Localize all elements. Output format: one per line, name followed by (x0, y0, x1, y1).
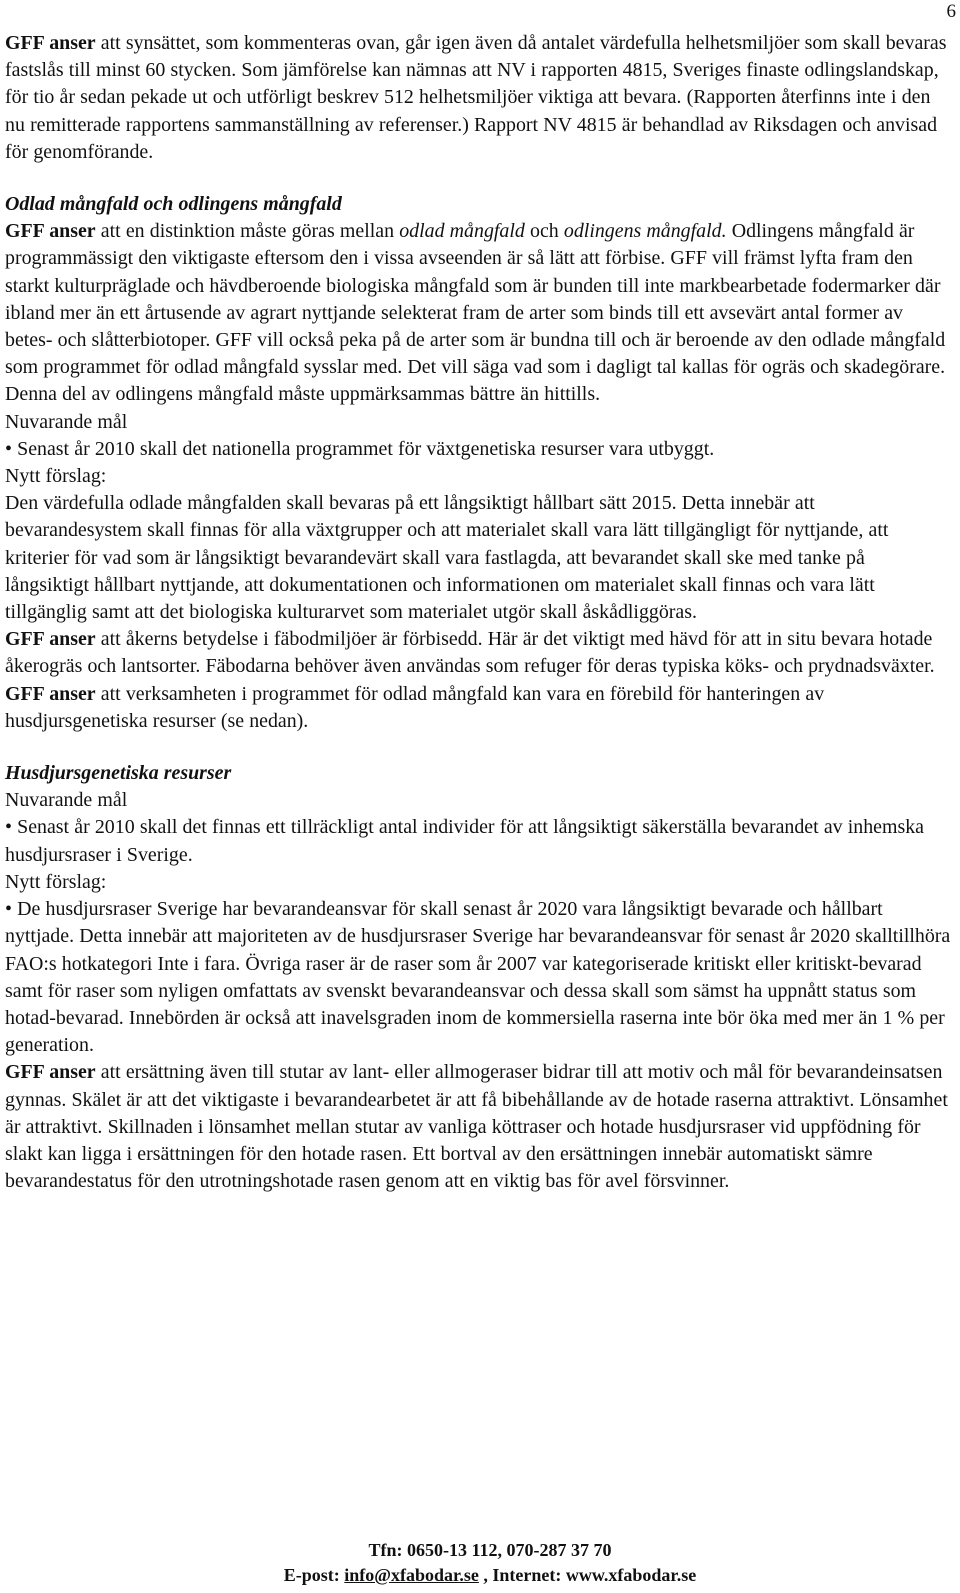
husdjur-paragraph-1-text: att ersättning även till stutar av lant- eller allmogeraser bidrar till att motiv och mål för bevarandeinsatsen gynnas. Skälet är att det viktigaste i bevarandearbetet är att få bibehållande av de hotade raserna attraktivt. Lönsamhet är attraktivt. Skillnaden i lönsamhet mellan stutar av vanliga köttraser och hotade husdjursraser vid uppfödning för slakt kan ligga i ersättningen för den hotade rasen. Ett bortval av den ersättningen innebär automatiskt sämre bevarandestatus för den utrotningshotade rasen genom att en viktig bas för avel försvinner. (5, 1061, 948, 1193)
odlad-paragraph-2-text: att åkerns betydelse i fäbodmiljöer är förbisedd. Här är det viktigt med hävd för att in situ bevara hotade åkerogräs och lantsorter. Fäbodarna behöver även användas som refuger för deras typiska köks- och prydnadsväxter. (5, 628, 935, 678)
footer-email-link[interactable]: info@xfabodar.se (344, 1565, 479, 1585)
odlad-paragraph-3-text: att verksamheten i programmet för odlad mångfald kan vara en förebild för hanteringen av husdjursgenetiska resurser (se nedan). (5, 682, 825, 732)
gff-anser-lead: GFF anser (5, 32, 96, 54)
gff-anser-lead: GFF anser (5, 628, 96, 651)
odlad-term-1: odlad mångfald (399, 220, 525, 243)
husdjur-current-goal-label: Nuvarande mål (5, 789, 128, 812)
footer-contact (0, 1563, 960, 1587)
current-goal-item: • Senast år 2010 skall det nationella programmet för växtgenetiska resurser vara utbyggt. (5, 437, 715, 460)
odlad-text-b: och (524, 220, 564, 243)
husdjur-current-goal-item: • Senast år 2010 skall det finnas ett tillräckligt antal individer för att långsiktigt säkerställa bevarandet av inhemska husdjursraser i Sverige. (5, 816, 924, 866)
odlad-paragraph-3 (5, 681, 953, 735)
page-number: 6 (946, 1, 956, 22)
document-body (5, 30, 953, 1195)
heading-odlad-mangfald: Odlad mångfald och odlingens mångfald (5, 193, 342, 216)
new-proposal-label: Nytt förslag: (5, 465, 107, 488)
gff-anser-lead: GFF anser (5, 682, 96, 705)
current-goal-label: Nuvarande mål (5, 410, 128, 433)
intro-paragraph (5, 30, 953, 166)
odlad-text-rest: Odlingens mångfald är programmässigt den viktigaste eftersom den i vissa avseenden är så lätt att förbise. GFF vill främst lyfta fram den starkt kulturpräglade och hävdberoende biologiska mångfald som är bunden till inte markbearbetade fodermarker där ibland mer än ett årtusende av agrart nyttjande selekterat fram de arter som binds till ett avsevärt antal former av betes- och slåtterbiotoper. GFF vill också peka på de arter som är bundna till och är beroende av den odlade mångfald som programmet för odlad mångfald sysslar med. Det vill säga vad som i dagligt tal kallas för ogräs och skadegörare. Denna del av odlingens mångfald måste uppmärksammas bättre än hittills. (5, 220, 946, 406)
odlad-text-a: att en distinktion måste göras mellan (95, 220, 400, 243)
heading-husdjur: Husdjursgenetiska resurser (5, 762, 232, 785)
odlad-term-2: odlingens mångfald. (563, 220, 727, 243)
gff-anser-lead: GFF anser (5, 1061, 96, 1084)
footer-phone: Tfn: 0650-13 112, 070-287 37 70 (368, 1540, 612, 1560)
gff-anser-lead: GFF anser (5, 220, 96, 243)
intro-text: att synsättet, som kommenteras ovan, går igen även då antalet värdefulla helhetsmiljöer som skall bevaras fastslås till minst 60 stycken. Som jämförelse kan nämnas att NV i rapporten 4815, Sveriges finaste odlingslandskap, för tio år sedan pekade ut och utförligt beskrev 512 helhetsmiljöer viktiga att bevara. (Rapporten återfinns inte i den nu remitterade rapportens sammanställning av referenser.) Rapport NV 4815 är behandlad av Riksdagen och anvisad för genomförande. (5, 32, 947, 163)
footer-internet: , Internet: www.xfabodar.se (478, 1565, 697, 1585)
odlad-paragraph-1 (5, 218, 953, 408)
footer-email-label: E-post: (283, 1565, 345, 1585)
odlad-paragraph-2 (5, 626, 953, 680)
husdjur-new-proposal-label: Nytt förslag: (5, 870, 107, 893)
husdjur-paragraph-1 (5, 1059, 953, 1195)
new-proposal-text: Den värdefulla odlade mångfalden skall bevaras på ett långsiktigt hållbart sätt 2015. Detta innebär att bevarandesystem skall finnas för alla växtgrupper och att materialet skall vara lätt tillgängligt för nyttjande, att kriterier för vad som är långsiktigt bevarandevärt skall vara fastlagda, att bevarandet skall ske med tanke på långsiktigt hållbart nyttjande, att dokumentationen och informationen om materialet skall finnas och vara lätt tillgänglig samt att det biologiska kulturarvet som materialet utgör skall åskådliggöras. (5, 492, 889, 624)
husdjur-new-proposal-text: • De husdjursraser Sverige har bevarandeansvar för skall senast år 2020 vara långsiktigt bevarade och hållbart nyttjade. Detta innebär att majoriteten av de husdjursraser Sverige har bevarandeansvar för senast år 2020 skalltillhöra FAO:s hotkategori Inte i fara. Övriga raser är de raser som år 2007 var kategoriserade kritiskt eller kritiskt-bevarad samt för raser som nyligen omfattats av svenskt bevarandeansvar och dessa skall som sämst ha uppnått status som hotad-bevarad. Innebörden är också att inavelsgraden inom de kommersiella raserna inte bör öka med mer än 1 % per generation. (5, 898, 951, 1057)
